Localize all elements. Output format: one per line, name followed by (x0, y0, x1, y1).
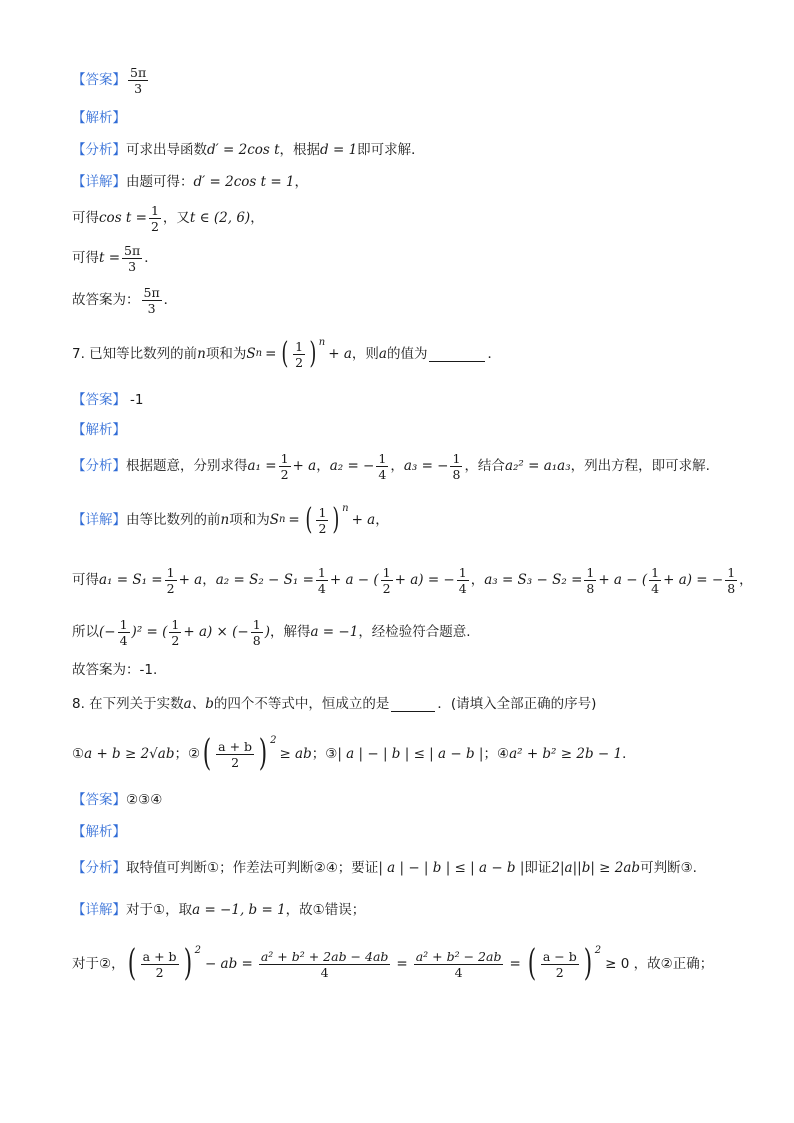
detail-line-6a: 【详解】 由题可得： d′ = 2cos t = 1 ， (72, 174, 309, 190)
detail-line-8b: 对于②， ( $\frac{a + b}{2}$ ) 2 − ab = $\frac{\text{a² + b² + 2ab − 4ab}}{4}$ = $\frac{\text{a² + b² − 2ab}}{4}$ = ( $\frac{a - b}{2}$ ) 2 ≥ 0 ，故②正确； (72, 943, 714, 984)
question-8-options: ① a + b ≥ 2√ab ；② ( $\frac{a + b}{2}$ ) 2 ≥ ab ；③ | a | − | b | ≤ | a − b | ；④ a² + b² ≥ 2b − 1 ． (72, 733, 636, 774)
detail-line-6b: 可得 cos t = $\frac{1}{2}$ ，又 t ∈ (2, 6) ， (72, 202, 264, 234)
fenxi-line-7: 【分析】 根据题意，分别求得 a₁ = $\frac{1}{2}$ + a ， a₂ = − $\frac{1}{4}$ ， a₃ = − $\frac{1}{8}$ ，结合 a₂² = a₁a₃ ，列出方程，即可求解. (72, 450, 710, 482)
analysis-label-6: 【解析】 (72, 110, 126, 126)
answer-blank-7 (429, 347, 485, 362)
fenxi-line-8: 【分析】 取特值可判断①；作差法可判断②④；要证 | a | − | b | ≤ | a − b | 即证 2|a||b| ≥ 2ab 可判断③. (72, 860, 697, 876)
final-line-6: 故答案为： $\frac{5\pi}{3}$ ． (72, 284, 178, 316)
question-7: 7. 已知等比数列的前 n 项和为 S n = ( $\frac{1}{2}$ ) n + a ，则 a 的值为 ． (72, 336, 501, 371)
answer-line-8: 【答案】 ②③④ (72, 792, 163, 808)
final-line-7: 故答案为：-1. (72, 662, 158, 678)
detail-line-6c: 可得 t = $\frac{5\pi}{3}$ ． (72, 242, 158, 274)
answer-tag: 【答案】 (72, 72, 126, 88)
answer-line-6 (72, 62, 150, 98)
detail-line-8a: 【详解】 对于①，取 a = −1, b = 1 ，故①错误； (72, 902, 366, 918)
question-8: 8. 在下列关于实数 a、b 的四个不等式中，恒成立的是 ．(请填入全部正确的序号) (72, 696, 597, 712)
answer-fraction: $\frac{5\pi}{3}$ (130, 64, 147, 96)
detail-line-7a: 【详解】 由等比数列的前 n 项和为 S n = ( $\frac{1}{2}$ ) n + a ， (72, 502, 389, 537)
fenxi-line-6: 【分析】 可求出导函数 d′ = 2cos t ，根据 d = 1 即可求解． (72, 142, 425, 158)
analysis-label-8: 【解析】 (72, 824, 126, 840)
detail-line-7b: 可得 a₁ = S₁ = $\frac{1}{2}$ + a ， a₂ = S₂ − S₁ = $\frac{1}{4}$ + a − ( $\frac{1}{2}$ + a) = − $\frac{1}{4}$ ， a₃ = S₃ − S₂ = $\frac{1}{8}$ + a − ( $\frac{1}{4}$ + a) = − $\frac{1}{8}$ ， (72, 564, 753, 596)
detail-line-7c: 所以 (− $\frac{1}{4}$ )² = ( $\frac{1}{2}$ + a) × (− $\frac{1}{8}$ ) ，解得 a = −1 ，经检验符合题意. (72, 616, 471, 648)
answer-blank-8 (391, 697, 435, 712)
answer-line-7: 【答案】 -1 (72, 392, 144, 408)
analysis-label-7: 【解析】 (72, 422, 126, 438)
